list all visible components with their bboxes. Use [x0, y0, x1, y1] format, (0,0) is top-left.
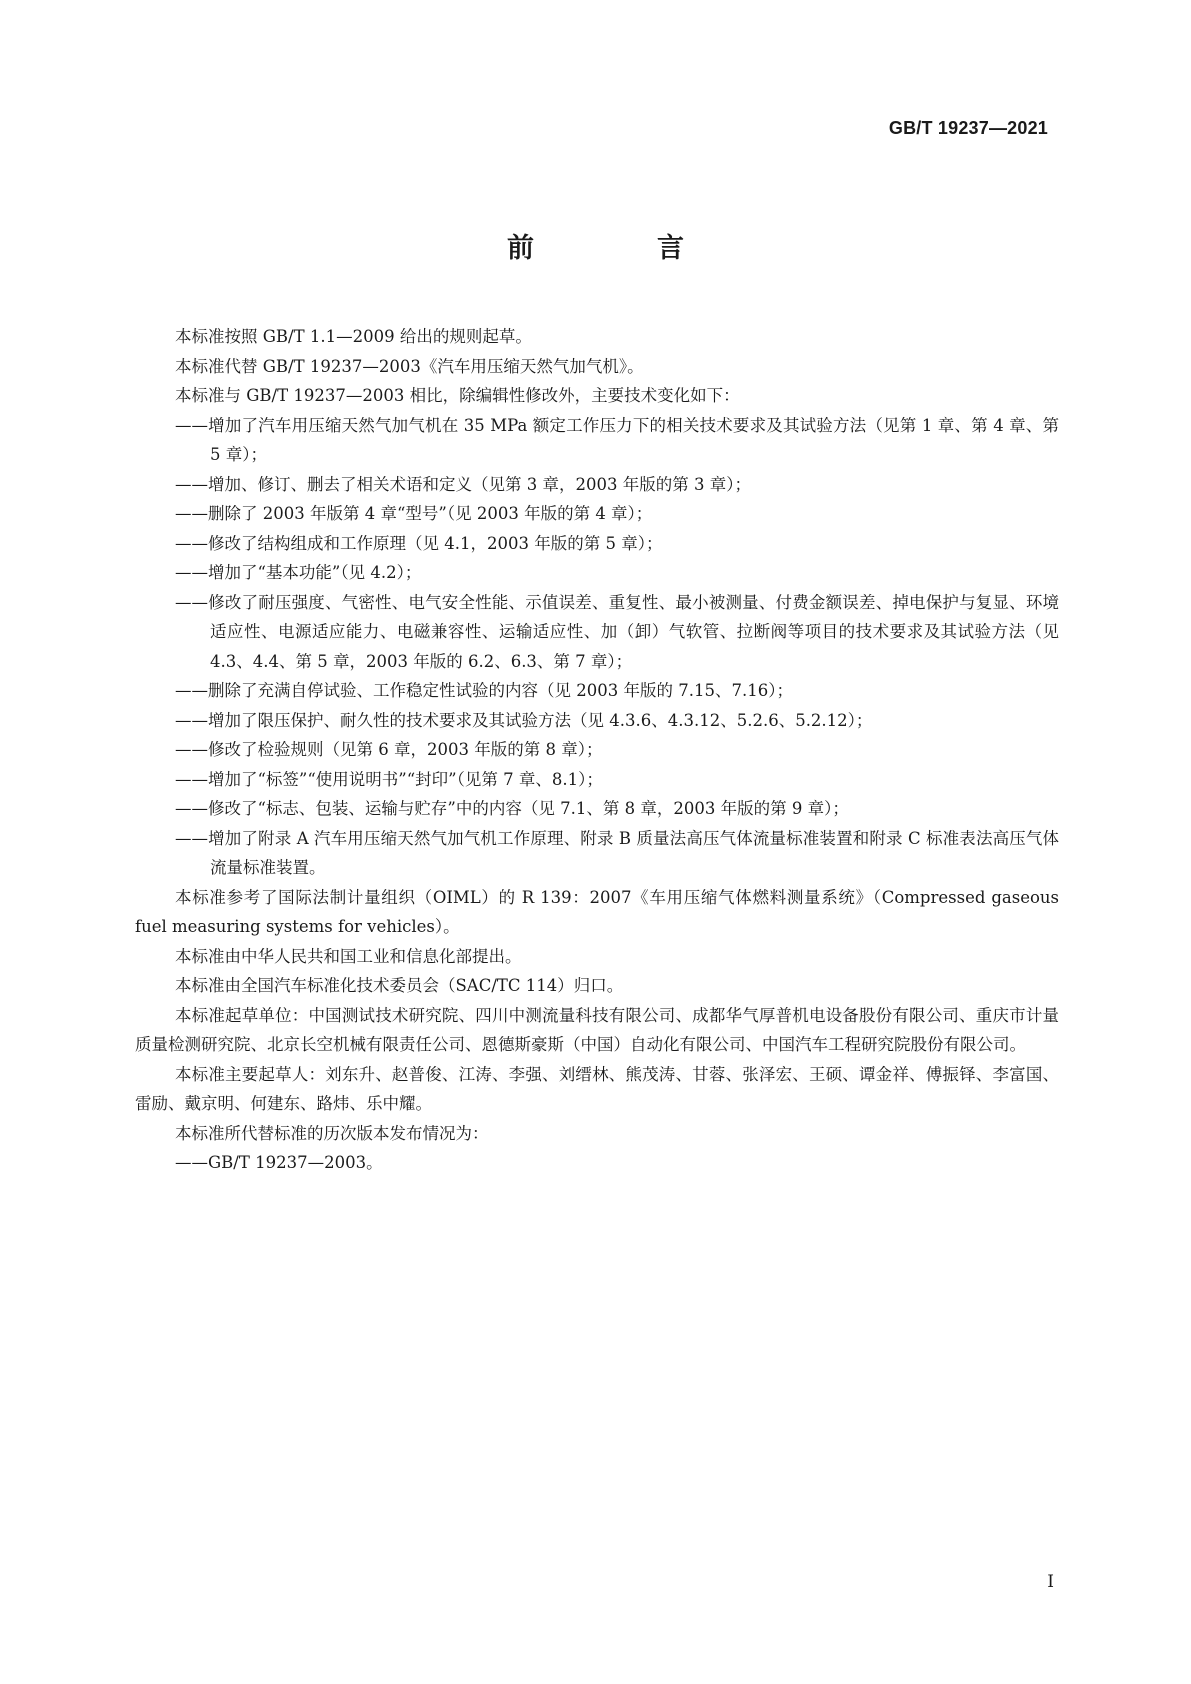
paragraph: 本标准由全国汽车标准化技术委员会（SAC/TC 114）归口。 [175, 976, 624, 995]
page-title: 前 言 [507, 233, 732, 264]
change-list-item: ——删除了 2003 年版第 4 章“型号”（见 2003 年版的第 4 章）； [175, 504, 653, 523]
paragraph: 本标准所代替标准的历次版本发布情况为： [175, 1123, 489, 1143]
change-list-item: ——增加了附录 A 汽车用压缩天然气加气机工作原理、附录 B 质量法高压气体流量标准装置和附录 C 标准表法高压气体流量标准装置。 [175, 828, 1059, 877]
change-list-item: ——增加、修订、删去了相关术语和定义（见第 3 章，2003 年版的第 3 章）； [175, 474, 751, 494]
paragraph: 本标准主要起草人：刘东升、赵普俊、江涛、李强、刘缙林、熊茂涛、甘蓉、张泽宏、王硕、谭金祥、傅振铎、李富国、雷励、戴京明、何建东、路炜、乐中耀。 [135, 1064, 1059, 1113]
change-list-item: ——修改了“标志、包装、运输与贮存”中的内容（见 7.1、第 8 章，2003 年版的第 9 章）； [175, 799, 849, 818]
change-list-item: ——增加了汽车用压缩天然气加气机在 35 MPa 额定工作压力下的相关技术要求及其试验方法（见第 1 章、第 4 章、第 5 章）； [175, 415, 1059, 464]
standard-code: GB/T 19237—2021 [888, 118, 1048, 138]
paragraph: 本标准参考了国际法制计量组织（OIML）的 R 139：2007《车用压缩气体燃料测量系统》（Compressed gaseous fuel measuring systems for vehicles）。 [135, 887, 1059, 936]
paragraph: 本标准按照 GB/T 1.1—2009 给出的规则起草。 [175, 327, 532, 346]
change-list-item: ——增加了“基本功能”（见 4.2）； [175, 563, 422, 582]
paragraph: 本标准与 GB/T 19237—2003 相比，除编辑性修改外，主要技术变化如下： [175, 386, 740, 405]
change-list-item: ——修改了检验规则（见第 6 章，2003 年版的第 8 章）； [175, 740, 603, 759]
paragraph: ——GB/T 19237—2003。 [175, 1153, 383, 1172]
paragraph: 本标准由中华人民共和国工业和信息化部提出。 [175, 946, 522, 966]
paragraph: 本标准代替 GB/T 19237—2003《汽车用压缩天然气加气机》。 [175, 356, 644, 376]
paragraph: 本标准起草单位：中国测试技术研究院、四川中测流量科技有限公司、成都华气厚普机电设备股份有限公司、重庆市计量质量检测研究院、北京长空机械有限责任公司、恩德斯豪斯（中国）自动化有限公司、中国汽车工程研究院股份有限公司。 [135, 1005, 1059, 1054]
change-list-item: ——修改了耐压强度、气密性、电气安全性能、示值误差、重复性、最小被测量、付费金额误差、掉电保护与复显、环境适应性、电源适应能力、电磁兼容性、运输适应性、加（卸）气软管、拉断阀等项目的技术要求及其试验方法（见 4.3、4.4、第 5 章，2003 年版的 6.2、6.3、第 7 章）； [175, 592, 1059, 671]
foreword-body [135, 322, 1059, 1178]
change-list-item: ——删除了充满自停试验、工作稳定性试验的内容（见 2003 年版的 7.15、7.16）； [175, 681, 793, 700]
change-list-item: ——增加了限压保护、耐久性的技术要求及其试验方法（见 4.3.6、4.3.12、5.2.6、5.2.12）； [175, 710, 873, 730]
page-number: I [1047, 1572, 1054, 1592]
change-list-item: ——增加了“标签”“使用说明书”“封印”（见第 7 章、8.1）； [175, 769, 603, 789]
change-list-item: ——修改了结构组成和工作原理（见 4.1，2003 年版的第 5 章）； [175, 533, 663, 553]
